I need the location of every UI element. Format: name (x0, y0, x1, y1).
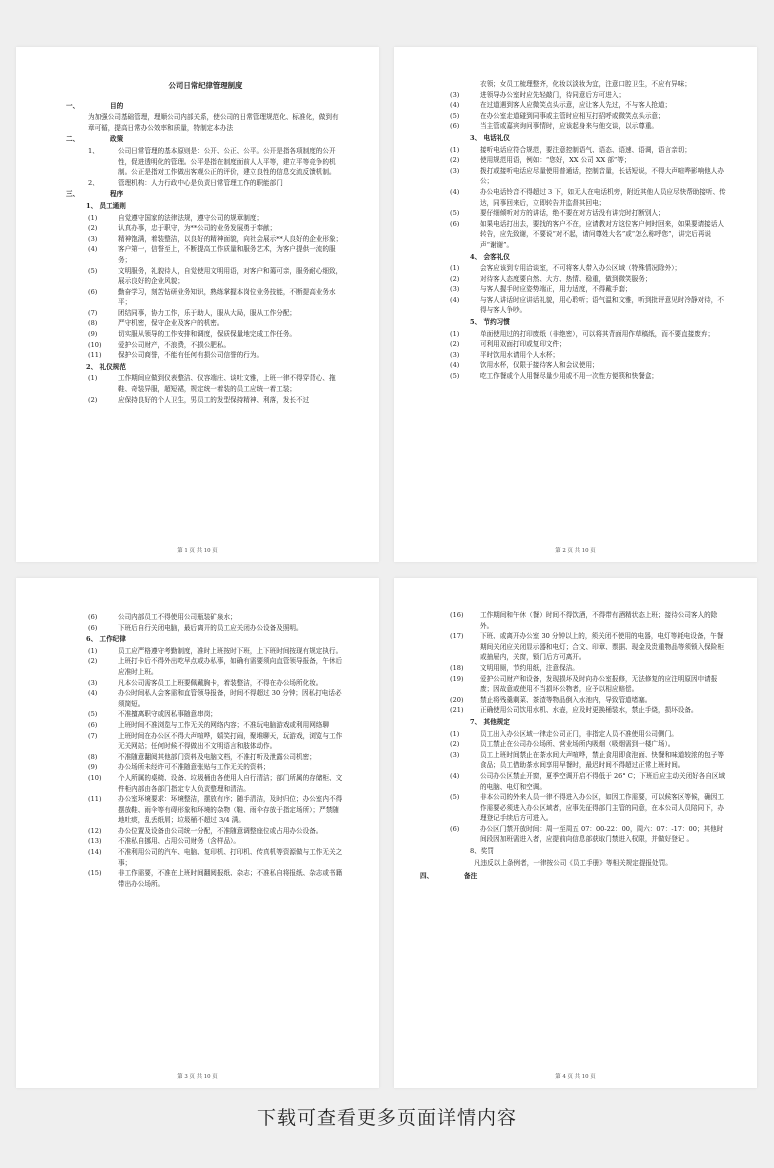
list-item (88, 266, 345, 287)
list-item (450, 329, 727, 340)
item-number: (1) (450, 264, 460, 273)
list-item (450, 111, 727, 122)
item-number: (13) (88, 837, 102, 846)
item-text: 不准利用公司的汽车、电脑、复印机、打印机、传真机等资源做与工作无关之事； (118, 848, 343, 867)
item-text: 凡本公司需客员工上班要佩戴胸卡，着装整洁，不得在办公场所化妆。 (118, 678, 323, 687)
section-policy-heading (66, 134, 345, 145)
item-number: (9) (88, 763, 98, 772)
item-number: (5) (450, 111, 460, 120)
list-item (450, 674, 727, 695)
item-number: (5) (450, 793, 460, 802)
list-item (88, 656, 345, 677)
saving-list (450, 329, 727, 382)
list-item (450, 145, 727, 156)
list-item (88, 688, 345, 709)
document-title: 公司日常纪律管理制度 (168, 81, 243, 90)
item-number: (3) (450, 750, 460, 759)
item-text: 在过道遇到客人应微笑点头示意，应让客人先过，不与客人抢道； (480, 101, 672, 110)
item-text: 上班时间不准浏览与工作无关的网络内容；不准玩电脑游戏或利用网络聊 (118, 720, 329, 729)
item-number: (6) (450, 122, 460, 131)
item-text: 使用规范用语，例如：“您好，XX 公司 XX 部”等； (480, 156, 631, 165)
item-number: (6) (88, 613, 98, 621)
item-number: (12) (88, 826, 102, 835)
subsection-heading: 4、 会客礼仪 (470, 252, 510, 261)
reward-text: 凡违反以上条例者，一律按公司《员工手册》等相关规定提报处罚。 (474, 858, 672, 867)
item-text: 与客人讲话时应讲话礼貌，用心聆听；语气温和文雅，听到批评意见时冷静对待，不得与客人争吵。 (480, 295, 724, 315)
list-item (450, 729, 727, 740)
item-number: 2、 (88, 178, 99, 187)
item-number: (6) (88, 623, 98, 632)
section-label: 政策 (110, 135, 124, 144)
list-item (88, 350, 345, 361)
list-item (88, 836, 345, 847)
item-text: 文明用厕，节约用纸，注意保洁。 (480, 663, 579, 672)
item-number: (5) (450, 372, 460, 381)
list-item (450, 705, 727, 716)
purpose-text: 为加强公司基础管理，理顺公司内部关系，使公司的日常管理规范化、标准化，做到有章可循，提高日常办公效率和质量，特制定本办法 (88, 113, 339, 132)
item-text: 文明服务，礼貌待人，自觉使用文明用语，对客户和蔼可亲，服务耐心细致，展示良好的企业风貌； (118, 266, 343, 286)
page-3-content (66, 612, 345, 889)
list-item (88, 244, 345, 265)
item-text: 应保持良好的个人卫生，男员工的发型保持精神、利落，发长不过 (118, 395, 310, 404)
subsection-heading: 2、 礼仪规范 (86, 362, 126, 371)
item-text: 平时饮用水请用个人水杯； (480, 350, 560, 359)
item-text: 要仔细倾听对方的讲话，绝不要在对方话没有讲完时打断别人； (480, 209, 665, 218)
item-number: (4) (450, 361, 460, 370)
item-number: (2) (450, 340, 460, 349)
item-text: 不准随意翻阅其他部门资料及电脑文档，不准打听及泄露公司机密； (118, 752, 316, 761)
section-label: 备注 (464, 872, 478, 881)
item-number: (1) (88, 374, 98, 383)
item-number: (3) (450, 350, 460, 359)
list-item (450, 739, 727, 750)
rules-list (66, 213, 345, 361)
list-item (88, 731, 345, 752)
list-item (450, 610, 727, 631)
list-item (450, 360, 727, 371)
list-item (450, 295, 727, 316)
item-number: (5) (450, 209, 460, 218)
item-text: 当主管或嘉宾询问事情时，应该起身来与他交谈，以示尊重。 (480, 122, 659, 131)
item-text: 切实服从领导的工作安排和调度，保质保量地完成工作任务。 (118, 330, 297, 339)
item-number: (11) (88, 351, 102, 360)
list-item (88, 178, 345, 189)
item-text: 自觉遵守国家的法律法规，遵守公司的规章制度； (118, 213, 264, 222)
list-item (450, 284, 727, 295)
list-item (88, 678, 345, 689)
section-label: 程序 (110, 190, 124, 199)
list-item (450, 350, 727, 361)
item-text: 团结同事，协力工作，乐于助人，服从大局，服从工作分配； (118, 308, 297, 317)
list-item (450, 121, 727, 132)
list-item (450, 371, 727, 382)
item-text: 与客人握手时应姿势端正，用力适度，不得戴手套； (480, 285, 632, 294)
page-1-content (66, 81, 345, 405)
item-text: 下班后自行关闭电脑，最后离开的员工应关闭办公设备及照明。 (118, 623, 303, 632)
item-text: 爱护公司财产，不浪费，不损公肥私。 (118, 340, 231, 349)
page-footer: 第 3 页 共 10 页 (177, 1074, 218, 1080)
item-text: 客户第一，信誉至上，不断提高工作质量和服务艺术，为客户提供一流的服务； (118, 245, 336, 264)
item-text: 严守机密，保守企业及客户的机密。 (118, 319, 224, 328)
others-list (450, 729, 727, 846)
item-text: 不准擅离职守或因私事随意串岗； (118, 710, 217, 719)
item-text: 非工作需要，不准在上班时间翻阅报纸、杂志；不准私自将报纸、杂志或书籍带出办公场所。 (118, 869, 343, 888)
item-text: 在办公室走道碰到同事或主管时应相互打招呼或微笑点头示意； (480, 111, 665, 120)
item-number: (1) (450, 729, 460, 738)
item-text: 不准私自挪用、占用公司财务（含样品）。 (118, 837, 240, 846)
item-number: (19) (450, 674, 464, 683)
item-number: (6) (88, 287, 98, 296)
item-number: (1) (88, 646, 98, 655)
list-item (88, 623, 345, 634)
list-item (88, 720, 345, 731)
document-page-3 (16, 578, 379, 1088)
list-item (450, 792, 727, 824)
item-text: 勤奋学习，刻苦钻研业务知识，熟练掌握本岗位业务技能，不断提高业务水平； (118, 287, 336, 307)
list-item (88, 868, 345, 889)
list-item (450, 631, 727, 663)
item-text: 公司办公区禁止开窗，夏季空调开启不得低于 26° C；下班后应主动关闭好各自区域的电脑、电灯和空调。 (480, 771, 726, 791)
download-more-banner: 下载可查看更多页面详情内容 (256, 1107, 517, 1129)
subsection-heading: 6、 工作纪律 (86, 635, 126, 644)
item-number: (8) (88, 319, 98, 328)
item-number: (6) (450, 219, 460, 228)
item-number: (14) (88, 848, 102, 857)
item-number: (4) (88, 245, 98, 254)
item-number: (8) (88, 752, 98, 761)
item-number: (2) (88, 224, 98, 233)
list-item (88, 826, 345, 837)
item-number: (2) (450, 740, 460, 749)
item-text: 上班时间在办公区不得大声喧哗，嬉笑打闹，聚堆聊天，玩游戏，浏览与工作无关网站；任何时候不得做出不文明语言和肢体动作。 (118, 731, 343, 751)
item-number: (3) (450, 90, 460, 99)
item-number: (3) (88, 678, 98, 687)
item-number: (4) (450, 771, 460, 780)
item-text: 饮用水杯，仅限于接待客人和会议使用； (480, 361, 599, 370)
item-text: 正确使用公司饮用水机、水壶，应及时更换桶装水，禁止手烧，损坏设备。 (480, 706, 698, 715)
list-item (450, 79, 727, 90)
section-number: 一、 (66, 101, 80, 110)
list-item (88, 373, 345, 394)
item-number: (3) (450, 166, 460, 175)
list-item (450, 208, 727, 219)
item-number: (2) (450, 156, 460, 165)
list-item (450, 771, 727, 792)
item-text: 禁止将残羹剩菜、茶渣等物品倒入水池内，导致管道堵塞。 (480, 695, 652, 704)
item-number: (5) (88, 266, 98, 275)
subsection-heading: 3、 电话礼仪 (470, 133, 510, 142)
item-text: 保护公司商誉，不能有任何有损公司信誉的行为。 (118, 351, 264, 360)
list-item (450, 100, 727, 111)
item-text: 办公区门禁开放时间：周一至周五 07：00-22：00，周六：07：-17：00；其他时间段因加班需进入者，应提前向信息部获取门禁进入权限，并做好登记 。 (480, 824, 724, 844)
item-text: 个人所属的桌椅、设备、垃圾桶由各使用人自行清洁；部门所属的存储柜、文件柜内部由各部门指定专人负责整理和清洁。 (118, 773, 343, 793)
item-text: 员工应严格遵守考勤制度，准时上班按时下班，上下班时间按现有规定执行。 (118, 646, 343, 655)
item-text: 下班、或离开办公室 30 分钟以上的，须关闭不使用的电器，电灯等耗电设备，午餐期间关闭应关闭显示器和电灯；合文、印章、票据、现金及贵重物品等须锁入保险柜或抽屉内，关窗，锁门后方可离开。 (480, 632, 724, 662)
item-text: 办公位置及设备由公司统一分配，不准随意调整座位或占用办公设备。 (118, 826, 323, 835)
item-number: (11) (88, 795, 102, 804)
list-item (450, 263, 727, 274)
list-item (450, 274, 727, 285)
item-number: (9) (88, 330, 98, 339)
page-4-content (420, 610, 727, 883)
list-item (450, 166, 727, 187)
list-item (88, 308, 345, 319)
item-number: (1) (88, 213, 98, 222)
page-footer: 第 4 页 共 10 页 (555, 1074, 596, 1080)
item-text: 进领导办公室时应先轻敲门，待同意后方可进入； (480, 90, 626, 99)
item-number: (4) (450, 187, 460, 196)
item-number: (15) (88, 869, 102, 878)
list-item (88, 752, 345, 763)
document-page-2 (394, 47, 757, 562)
item-text: 办公电话铃音不得超过 3 下，如无人在电话机旁，附近其他人员应尽快帮助接听、传达，同事回来后，立即转告并监督其回电； (480, 187, 726, 207)
policy-list (66, 146, 345, 188)
item-text: 拨打或接听电话应尽量使用普通话，控制音量，长话短说，不得大声喧哗影响他人办公； (480, 166, 724, 186)
etiquette-list-cont (450, 79, 727, 132)
list-item (88, 646, 345, 657)
section-purpose-heading (66, 101, 345, 112)
item-text: 公司日常管理的基本原则是：公开、公正、公平。公开是指各项制度的公开性，促进透明化的管理。公平是指在制度面前人人平等，建立平等竞争的机制。公正是指对工作做出客观公正的评价，建立良性的信息交流反馈机制。 (118, 146, 336, 177)
discipline-list (66, 646, 345, 890)
item-text: 上班打卡后不得外出吃早点或办私事，如确有需要须向直管领导报备，午休后应准时上班。 (118, 657, 343, 676)
saving-list-cont (66, 612, 345, 633)
list-item (450, 339, 727, 350)
list-item (88, 612, 345, 623)
item-text: 衣领；女员工梳理整齐，化妆以淡妆为宜，注意口腔卫生，不应有异味； (480, 80, 691, 88)
item-text: 精神饱满，着装整洁，以良好的精神面貌，向社会展示**人良好的企业形象； (118, 234, 343, 243)
list-item (450, 155, 727, 166)
subsection-heading: 7、 其他规定 (470, 717, 510, 726)
item-number: (3) (450, 285, 460, 294)
section-procedure-heading (66, 189, 345, 200)
item-number: (4) (88, 689, 98, 698)
item-text: 工作期间和午休（餐）时间不得饮酒，不得带有酒精状态上班；接待公司客人的除外。 (480, 611, 718, 630)
list-item (88, 287, 345, 308)
item-text: 可利用双面打印或复印文件； (480, 340, 566, 349)
section-label: 目的 (110, 101, 124, 110)
item-text: 员工禁止在公司办公场所、营业场所内吸烟（吸烟需到一楼广场）。 (480, 740, 675, 749)
item-number: (5) (88, 710, 98, 719)
item-number: (20) (450, 695, 464, 704)
section-number: 二、 (66, 135, 80, 144)
item-number: (21) (450, 706, 464, 715)
list-item (88, 318, 345, 329)
phone-list (450, 145, 727, 251)
list-item (88, 794, 345, 826)
item-text: 办公室环境要求：环境整洁，摆放有序；随手清洁，及时归位；办公室内不得摆放鞋、雨伞等有碍形象和环境的杂物（鞋、雨伞存放于指定场所）；严禁随地吐痰，乱丢纸屑；垃圾桶不超过 3/4 满。 (118, 795, 343, 825)
list-item (88, 773, 345, 794)
list-item (88, 847, 345, 868)
item-number: (4) (450, 295, 460, 304)
page-footer: 第 1 页 共 10 页 (177, 548, 218, 554)
item-number: (4) (450, 101, 460, 110)
document-page-1 (16, 47, 379, 562)
list-item (88, 395, 345, 406)
list-item (88, 340, 345, 351)
item-number: (7) (88, 308, 98, 317)
list-item (450, 90, 727, 101)
item-text: 公司内部员工不得使用公司瓶装矿泉水； (118, 613, 237, 621)
item-number: (6) (450, 824, 460, 833)
list-item (88, 213, 345, 224)
list-item (450, 663, 727, 674)
list-item (88, 329, 345, 340)
item-number: (17) (450, 632, 464, 641)
item-text: 单面使用过的打印废纸（非绝密），可以将其背面用作草稿纸，而不要直接废弃； (480, 329, 715, 338)
item-text: 认真办事，忠于职守，为**公司的业务发展勇于奉献； (118, 224, 277, 233)
item-number: (3) (88, 234, 98, 243)
item-number: (10) (88, 773, 102, 782)
item-number: (6) (88, 720, 98, 729)
subsection-heading: 5、 节约习惯 (470, 318, 510, 327)
item-number: 1、 (88, 146, 99, 155)
item-number: (18) (450, 663, 464, 672)
list-item (88, 234, 345, 245)
item-text: 非本公司的外来人员一律不得进入办公区，如因工作需要，可以候客区等候，确因工作需要必须进入办公区域者，应事先征得部门主管的同意，在本公司人员陪同下，办理登记手续后方可进入。 (480, 793, 724, 823)
list-item (450, 824, 727, 845)
section-number: 三、 (66, 190, 80, 199)
item-text: 吃工作餐或个人用餐尽量少用或不用一次性方便筷和快餐盒； (480, 372, 659, 381)
list-item (450, 750, 727, 771)
item-text: 员工上班时间禁止在茶水间大声喧哗，禁止食用即食泡面、快餐和味道较浓的包子等食品；员工借助茶水间享用早餐时，最迟时间不得超过正常上班时间。 (480, 750, 724, 770)
item-text: 工作期间应做到仪表整洁、仪容端庄、谈吐文雅，上班一律不得穿背心、拖鞋、奇装异服，超短裙，规定统一着装的员工应统一着工装； (118, 374, 336, 394)
item-number: (2) (88, 395, 98, 404)
discipline-list-cont (450, 610, 727, 716)
item-text: 对待客人态度要自然、大方、热情、稳重，做到微笑服务； (480, 274, 652, 283)
subsection-heading: 1、 员工通则 (86, 201, 126, 210)
etiquette-list (66, 373, 345, 405)
item-number: (7) (88, 731, 98, 740)
section-remarks-heading (420, 871, 727, 882)
item-number: (2) (88, 657, 98, 666)
section-number: 四、 (420, 872, 434, 881)
list-item (88, 223, 345, 234)
item-number: (16) (450, 611, 464, 619)
list-item (88, 709, 345, 720)
item-text: 如果电话打出去，要找的客户不在，应请教对方这位客户何时回来，如果要请接话人转告，应先致谢，不要说“对不起，请问尊姓大名”或“怎么称呼您”，讲完后再说声“谢谢”。 (480, 219, 724, 249)
item-text: 接听电话应符合规范，要注意控制语气、语态、语速、语调，语言亲切； (480, 145, 691, 154)
item-number: (2) (450, 274, 460, 283)
item-text: 会客应该到专用洽谈室，不可将客人带入办公区域（特殊情况除外）； (480, 264, 682, 273)
page-footer: 第 2 页 共 10 页 (555, 548, 596, 554)
item-text: 员工出入办公区域一律走公司正门，非指定人员不准使用公司侧门。 (480, 729, 678, 738)
document-page-4 (394, 578, 757, 1088)
page-2-content (450, 79, 727, 382)
guest-list (450, 263, 727, 316)
item-text: 办公场所未经许可不准随意张贴与工作无关的资料； (118, 763, 270, 772)
subsection-heading: 8、奖罚 (470, 847, 494, 856)
item-number: (10) (88, 340, 102, 349)
item-number: (1) (450, 329, 460, 338)
list-item (88, 762, 345, 773)
item-text: 管理机构：人力行政中心是负责日常管理工作的职能部门 (118, 178, 283, 187)
list-item (88, 146, 345, 178)
list-item (450, 187, 727, 208)
list-item (450, 219, 727, 251)
item-text: 爱护公司财产和设备，发现损坏及时向办公室报修，无法修复的应注明原因申请报废；因故意或使用不当损坏公物者，应予以相应赔偿。 (480, 674, 718, 694)
item-number: (1) (450, 145, 460, 154)
item-number (450, 79, 480, 90)
list-item (450, 695, 727, 706)
item-text: 办公时间私人会客需和直管领导报备，时间不得超过 30 分钟；因私打电话必须简短。 (118, 689, 342, 708)
